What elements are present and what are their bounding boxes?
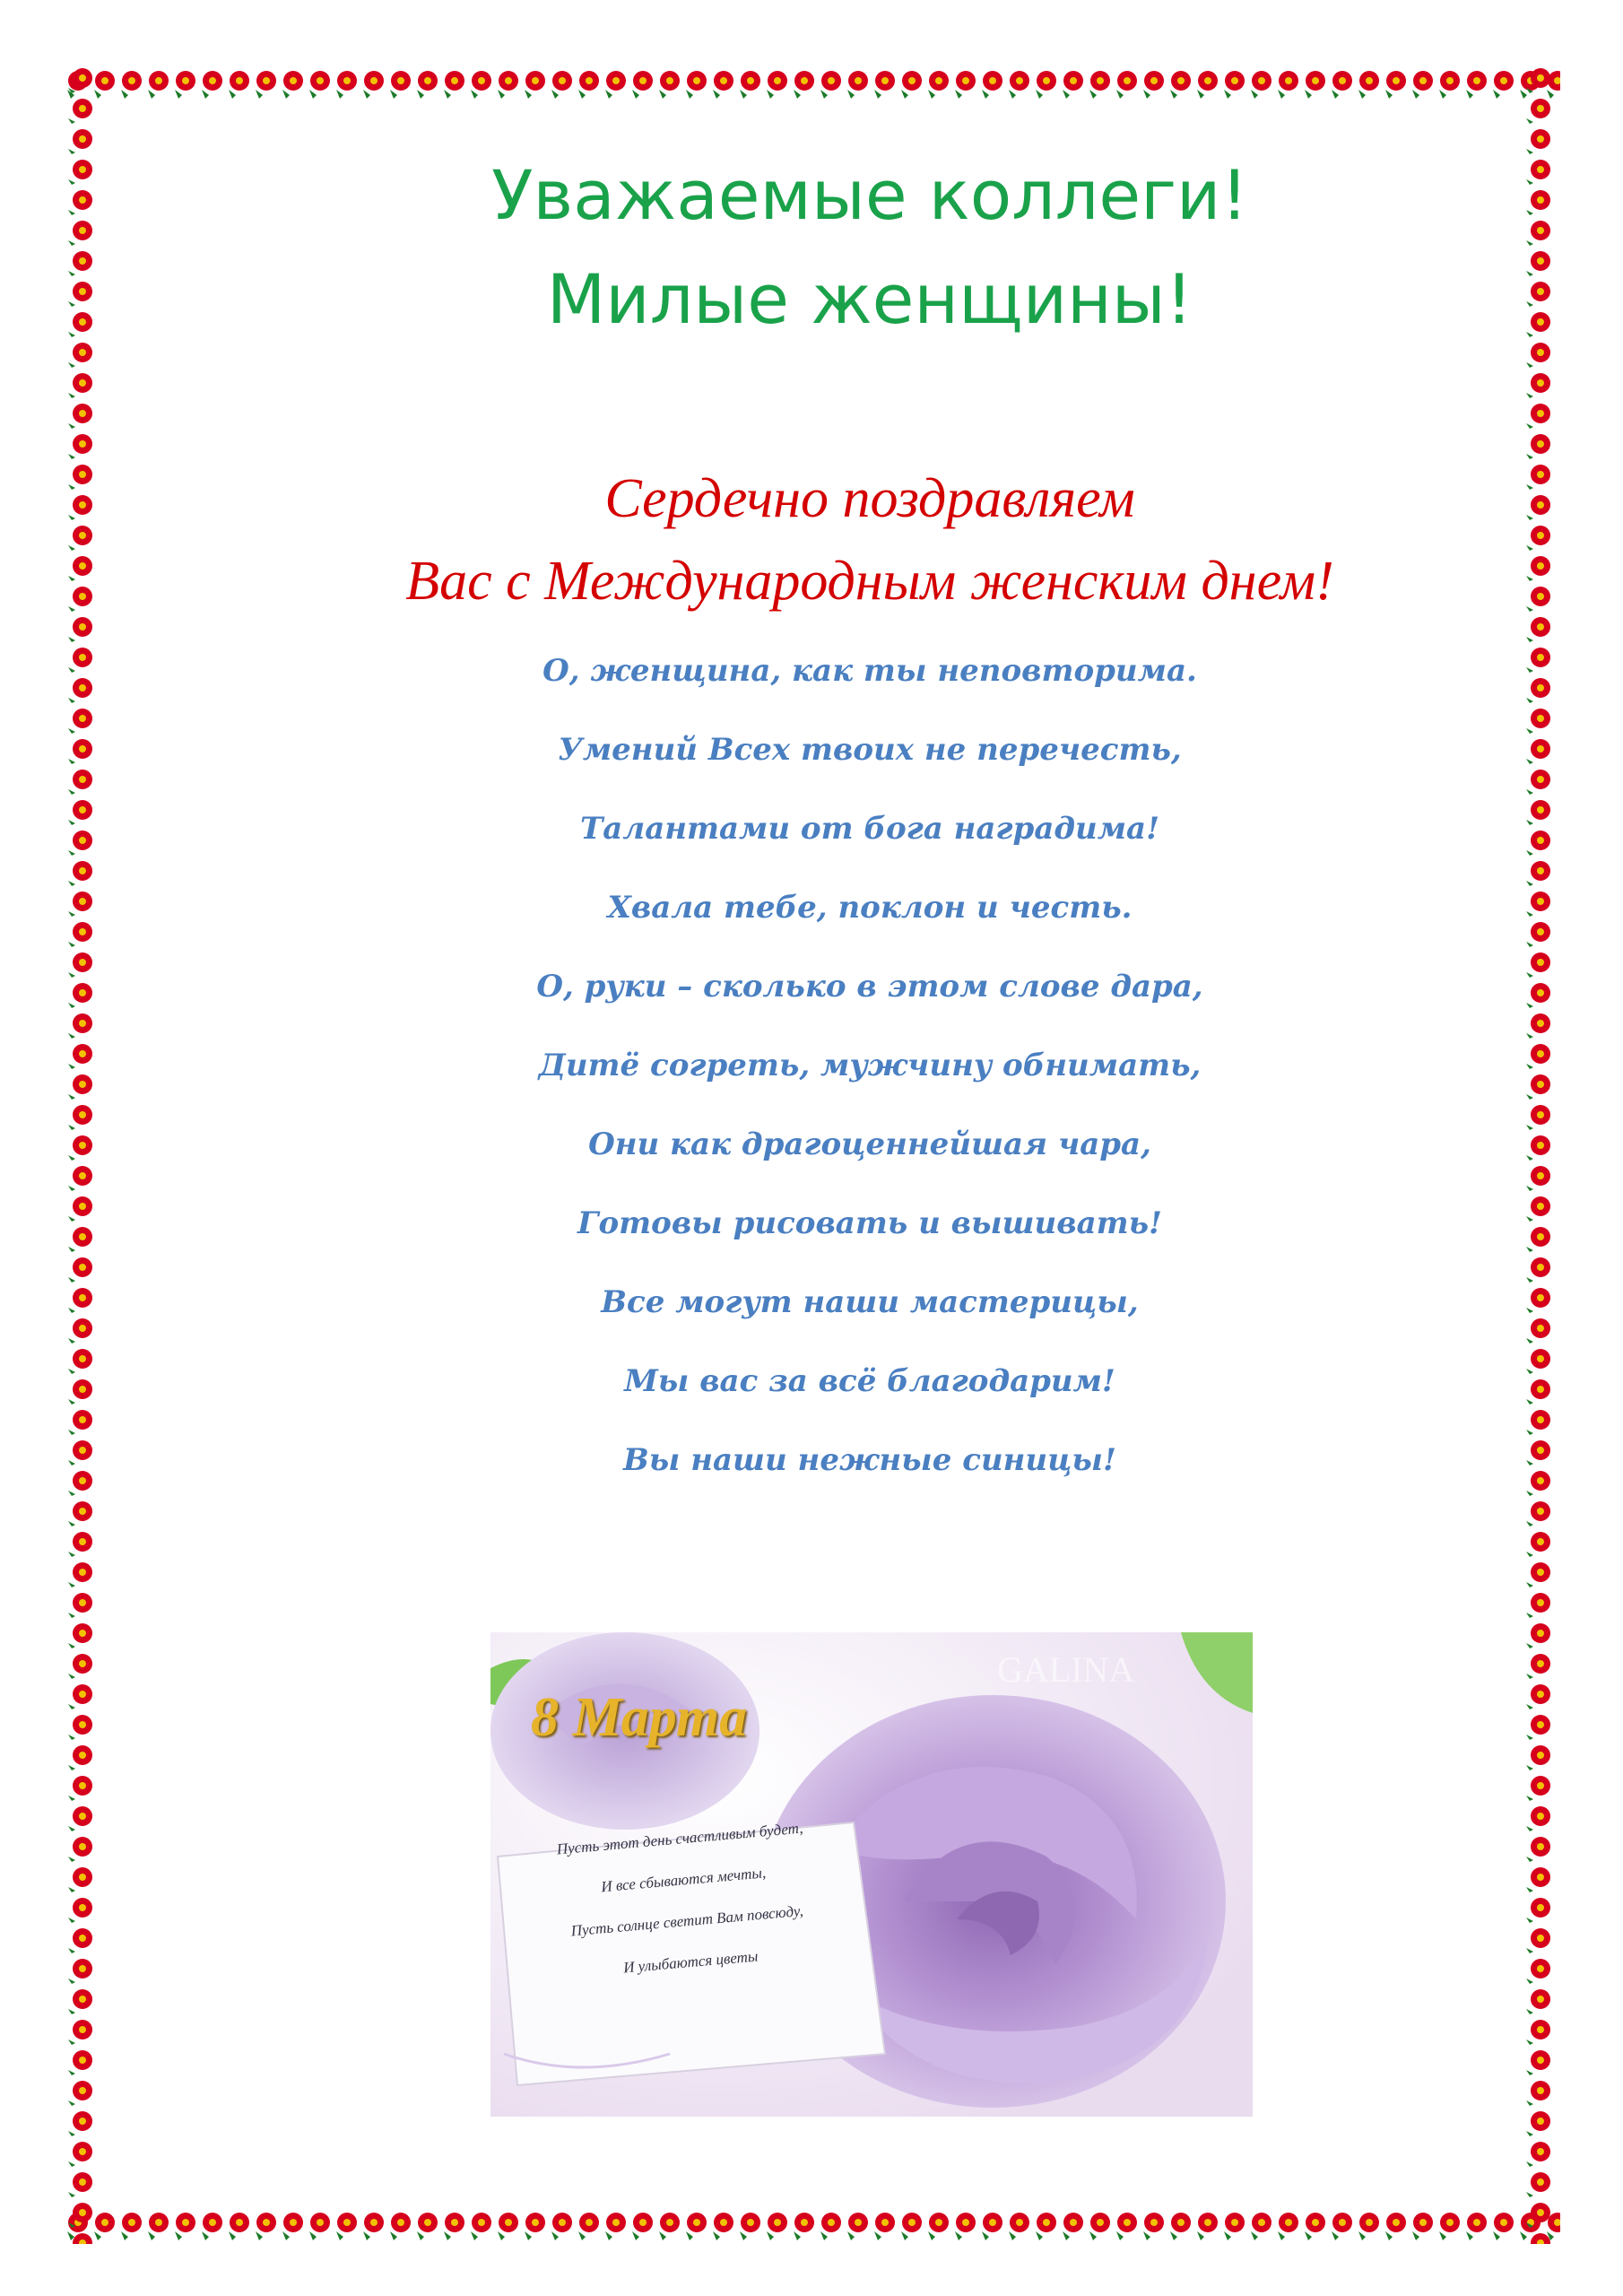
postcard-verse-line: Пусть этот день счастливым будет, (556, 1819, 804, 1858)
greeting-heading (296, 144, 1444, 352)
poem (296, 631, 1444, 1500)
poem-line: О, женщина, как ты неповторима. (542, 653, 1197, 689)
poem-line: Мы вас за всё благодарим! (624, 1363, 1115, 1399)
poem-line: О, руки – сколько в этом слове дара, (536, 969, 1203, 1004)
poem-line: Они как драгоценнейшая чара, (588, 1126, 1151, 1162)
poem-line: Умений Всех твоих не перечесть, (558, 732, 1182, 768)
poem-line: Все могут наши мастерицы, (601, 1284, 1139, 1320)
flower-border-right (1521, 63, 1560, 2244)
postcard-watermark: GALINA (997, 1649, 1135, 1690)
march-8-postcard-image (490, 1632, 1253, 2117)
greeting-line-1: Уважаемые коллеги! (491, 155, 1248, 235)
congratulation-line-1: Сердечно поздравляем (604, 468, 1135, 529)
poem-line: Вы наши нежные синицы! (623, 1442, 1116, 1478)
poem-line: Готовы рисовать и вышивать! (577, 1205, 1162, 1241)
letter-content (296, 144, 1444, 1500)
postcard-verse-line: Пусть солнце светит Вам повсюду, (569, 1901, 804, 1940)
flower-border-bottom (63, 2205, 1560, 2244)
poem-line: Талантами от бога наградима! (579, 811, 1160, 847)
flower-border-top (63, 63, 1560, 102)
poem-line: Хвала тебе, поклон и честь. (607, 890, 1133, 926)
congratulation-block (296, 457, 1444, 622)
flower-border-left (63, 63, 102, 2244)
greeting-line-2: Милые женщины! (546, 259, 1193, 339)
postcard-verse-line: И все сбываются мечты, (600, 1864, 767, 1896)
congratulation-line-2: Вас с Международным женским днем! (405, 551, 1334, 612)
postcard-verse (499, 1803, 872, 1998)
postcard-title: 8 Марта (531, 1687, 748, 1748)
poem-line: Дитё согреть, мужчину обнимать, (538, 1048, 1202, 1083)
postcard-verse-line: И улыбаются цветы (622, 1947, 759, 1977)
